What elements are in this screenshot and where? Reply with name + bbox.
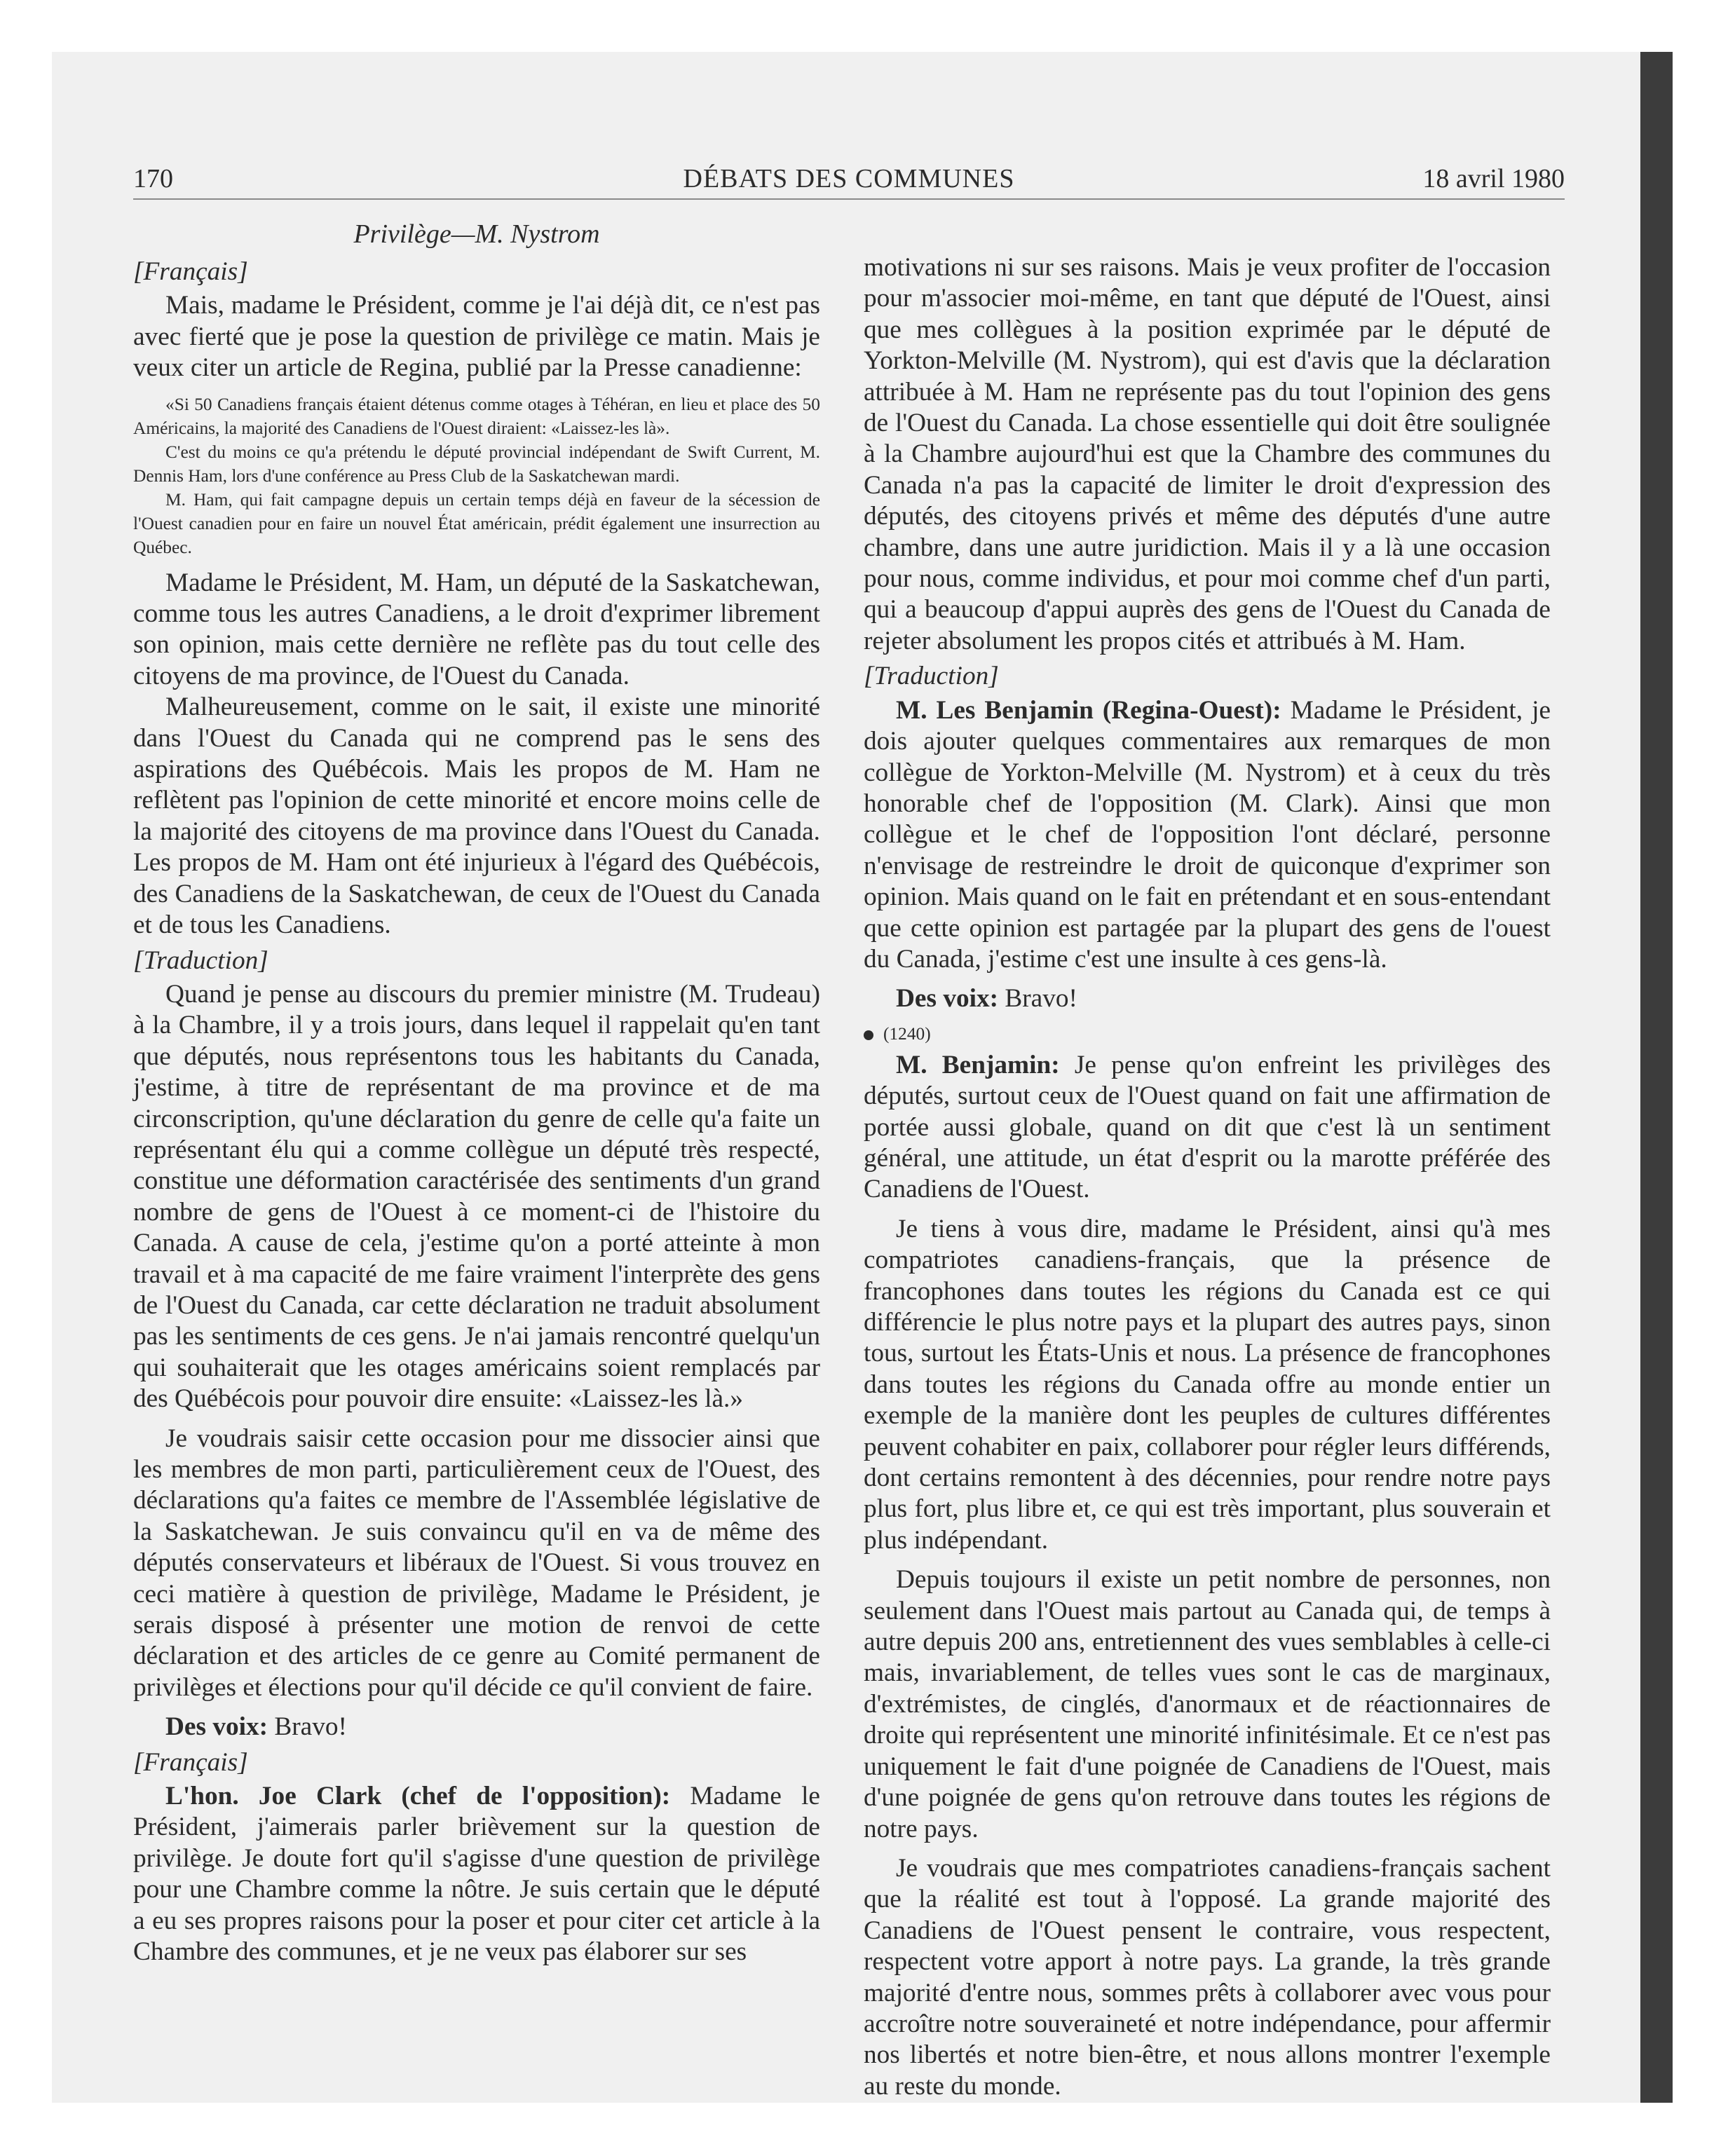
speech-text: Je pense qu'on enfreint les privilèges des députés, surtout ceux de l'Ouest quand on fait une affirmation de portée aussi globale, quand on dit que c'est là un sentiment général, une attitude, un état d'esprit ou la marotte préférée des Canadiens de l'Ouest.: [864, 1050, 1551, 1204]
page-number: 170: [133, 164, 173, 193]
paragraph: Je tiens à vous dire, madame le Président, ainsi qu'à mes compatriotes canadiens-français, que la présence de francophones dans toutes les régions du Canada est ce qui différencie le plus notre pays et la plupart des autres pays, sinon tous, surtout les États-Unis et nous. La présence de francophones dans toutes les régions du Canada offre au monde entier un exemple de la manière dont les peuples de cultures différentes peuvent cohabiter en paix, collaborer pour régler leurs différends, dont certains remontent à des décennies, pour rendre notre pays plus fort, plus libre et, ce qui est très important, plus souverain et plus indépendant.: [864, 1214, 1551, 1555]
time-label: (1240): [883, 1023, 931, 1044]
running-head: Privilège—M. Nystrom: [353, 219, 600, 249]
section-label: [Traduction]: [133, 946, 268, 975]
speech-text: Bravo!: [998, 984, 1077, 1014]
quotation: M. Ham, qui fait campagne depuis un certain temps déjà en faveur de la sécession de l'Ouest canadien pour en faire un nouvel État américain, prédit également une insurrection au Québec.: [133, 489, 820, 557]
paragraph: Je voudrais que mes compatriotes canadiens-français sachent que la réalité est tout à l'opposé. La grande majorité des Canadiens de l'Ouest pensent le contraire, vous respectent, respectent votre apport à notre pays. La grande, la très grande majorité d'entre nous, sommes prêts à collaborer avec vous pour accroître notre souveraineté et notre indépendance, pour affermir nos libertés et notre bien-être, et nous allons montrer l'exemple au reste du monde.: [864, 1853, 1551, 2101]
page-header: [133, 163, 1565, 203]
left-column: [133, 257, 820, 1968]
speaker-name: L'hon. Joe Clark (chef de l'opposition):: [165, 1782, 671, 1811]
scan-edge-bar: [1640, 52, 1673, 2103]
paragraph: Malheureusement, comme on le sait, il existe une minorité dans l'Ouest du Canada qui ne comprend pas le sens des aspirations des Québécois. Mais les propos de M. Ham ne reflètent pas l'opinion de cette minorité et encore moins celle de la majorité des citoyens de ma province dans l'Ouest du Canada. Les propos de M. Ham ont été injurieux à l'égard des Québécois, des Canadiens de la Saskatchewan, de ceux de l'Ouest du Canada et de tous les Canadiens.: [133, 692, 820, 940]
speech: [133, 1781, 820, 1967]
section-label: [Français]: [133, 257, 248, 286]
speaker-name: M. Benjamin:: [896, 1050, 1060, 1079]
paragraph: motivations ni sur ses raisons. Mais je veux profiter de l'occasion pour m'associer moi-même, en tant que député de l'Ouest, ainsi que mes collègues à la position exprimée par le député de Yorkton-Melville (M. Nystrom), qui est d'avis que la déclaration attribuée à M. Ham ne représente pas du tout l'opinion des gens de l'Ouest du Canada. La chose essentielle qui doit être soulignée à la Chambre aujourd'hui est que la Chambre des communes du Canada n'a pas la capacité de limiter le droit d'expression des députés, des citoyens privés et même des députés d'une autre chambre, dans une autre juridiction. Mais il y a là une occasion pour nous, comme individus, et pour moi comme chef d'un parti, qui a beaucoup d'appui auprès des gens de l'Ouest du Canada de rejeter absolument les propos cités et attribués à M. Ham.: [864, 253, 1551, 655]
paragraph: Mais, madame le Président, comme je l'ai déjà dit, ce n'est pas avec fierté que je pose la question de privilège ce matin. Mais je veux citer un article de Regina, publié par la Presse canadienne:: [133, 291, 820, 383]
page-date: 18 avril 1980: [1422, 164, 1565, 193]
speech-text: Bravo!: [268, 1712, 347, 1742]
right-column: [864, 252, 1551, 2102]
publication-title: DÉBATS DES COMMUNES: [683, 164, 1015, 193]
speech-text: Madame le Président, je dois ajouter quelques commentaires aux remarques de mon collègue de Yorkton-Melville (M. Nystrom) et à ceux du très honorable chef de l'opposition (M. Clark). Ainsi que mon collègue et le chef de l'opposition l'ont déclaré, personne n'envisage de restreindre le droit de quiconque d'exprimer son opinion. Mais quand on le fait en prétendant et en sous-entendant que cette opinion est partagée par la plupart des gens de l'ouest du Canada, j'estime c'est une insulte à ces gens-là.: [864, 695, 1551, 974]
section-label: [Français]: [133, 1747, 248, 1777]
header-rule: [133, 198, 1565, 200]
interjection: [864, 983, 1551, 1014]
bullet-icon: [864, 1030, 873, 1040]
speaker-name: M. Les Benjamin (Regina-Ouest):: [896, 695, 1281, 725]
speaker-name: Des voix:: [896, 984, 999, 1014]
quotation: C'est du moins ce qu'a prétendu le député provincial indépendant de Swift Current, M. Dennis Ham, lors d'une conférence au Press Club de la Saskatchewan mardi.: [133, 442, 820, 486]
speech: [864, 695, 1551, 976]
paragraph: Depuis toujours il existe un petit nombre de personnes, non seulement dans l'Ouest mais partout au Canada qui, de temps à autre depuis 200 ans, entretiennent des vues semblables à celle-ci mais, invariablement, de telles vues sont le cas de marginaux, d'extrémistes, de cinglés, d'anormaux et de réactionnaires de droite qui représentent une minorité infinitésimale. Et ce n'est pas uniquement le fait d'une poignée de Canadiens de l'Ouest, mais d'une poignée de gens qu'on retrouve dans toutes les régions de notre pays.: [864, 1565, 1551, 1843]
paragraph: Quand je pense au discours du premier ministre (M. Trudeau) à la Chambre, il y a trois jours, dans lequel il rappelait qu'en tant que députés, nous représentons tous les habitants du Canada, j'estime, à titre de représentant de ma province et de ma circonscription, qu'une déclaration du genre de celle qu'a faite un représentant élu qui a comme collègue un député très respecté, constitue une déformation caractérisée des sentiments d'un grand nombre de gens de l'Ouest à ce moment-ci de l'histoire du Canada. A cause de cela, j'estime qu'on a porté atteinte à mon travail et à ma capacité de me faire vraiment l'interprète des gens de l'Ouest du Canada, car cette déclaration ne traduit absolument pas les sentiments de ces gens. Je n'ai jamais rencontré quelqu'un qui souhaiterait que les otages américains soient remplacés par des Québécois pour pouvoir dire ensuite: «Laissez-les là.»: [133, 979, 820, 1414]
speech: [864, 1050, 1551, 1206]
quotation: «Si 50 Canadiens français étaient détenus comme otages à Téhéran, en lieu et place des 50 Américains, la majorité des Canadiens de l'Ouest diraient: «Laissez-les là».: [133, 394, 820, 438]
interjection: [133, 1712, 820, 1742]
timestamp: [864, 1022, 1551, 1046]
speaker-name: Des voix:: [165, 1712, 268, 1742]
paragraph: Madame le Président, M. Ham, un député de la Saskatchewan, comme tous les autres Canadiens, a le droit d'exprimer librement son opinion, mais cette dernière ne reflète pas du tout celle des citoyens de ma province, de l'Ouest du Canada.: [133, 568, 820, 690]
paragraph: Je voudrais saisir cette occasion pour me dissocier ainsi que les membres de mon parti, particulièrement ceux de l'Ouest, des déclarations qu'a faites ce membre de l'Assemblée législative de la Saskatchewan. Je suis convaincu qu'il en va de même des députés conservateurs et libéraux de l'Ouest. Si vous trouvez en ceci matière à question de privilège, Madame le Président, je serais disposé à présenter une motion de renvoi de cette déclaration et des articles de ce genre au Comité permanent de privilèges et élections pour qu'il décide ce qu'il convient de faire.: [133, 1424, 820, 1702]
section-label: [Traduction]: [864, 662, 999, 691]
speech-text: Madame le Président, j'aimerais parler brièvement sur la question de privilège. Je doute fort qu'il s'agisse d'une question de privilège pour une Chambre comme la nôtre. Je suis certain que le député a eu ses propres raisons pour la poser et pour citer cet article à la Chambre des communes, et je ne veux pas élaborer sur ses: [133, 1782, 820, 1967]
